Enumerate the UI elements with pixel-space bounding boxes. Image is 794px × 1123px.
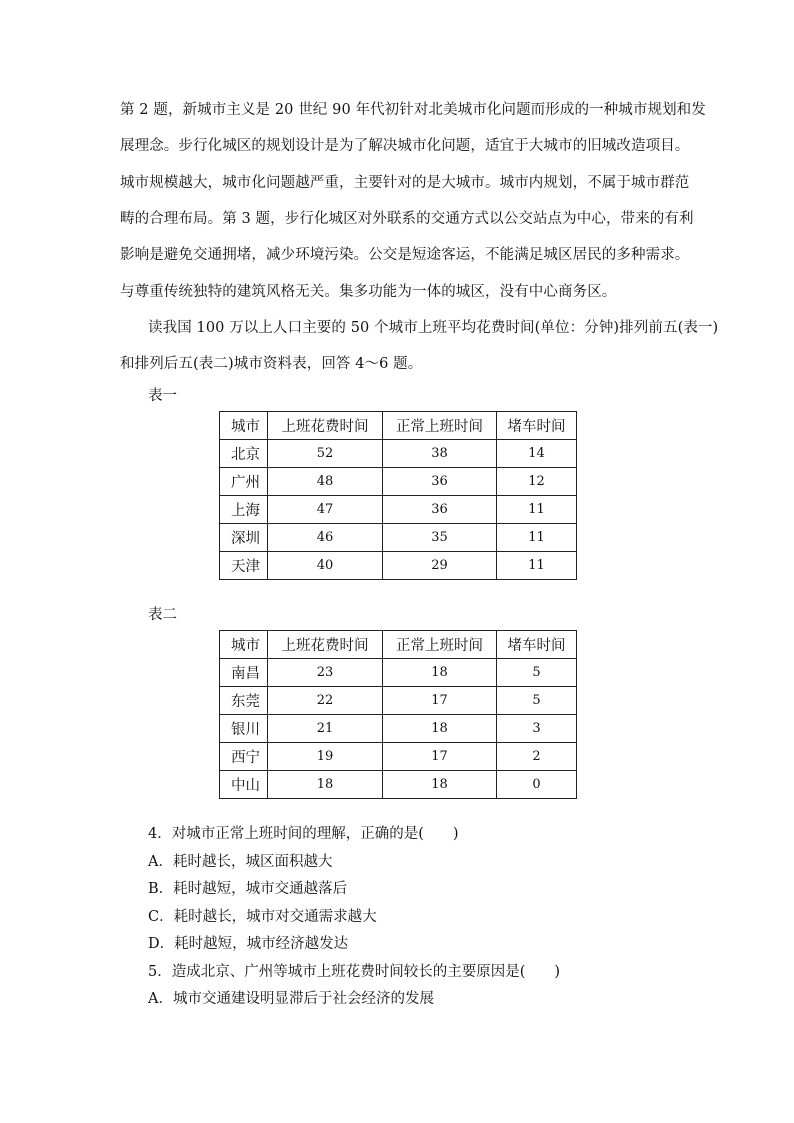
answer-option-b: B．耗时越短，城市交通越落后 — [148, 881, 348, 897]
city-cell: 上海 — [220, 496, 268, 524]
value-cell: 0 — [497, 771, 577, 799]
table-header-row — [220, 412, 577, 440]
value-cell: 19 — [268, 743, 383, 771]
table-row — [220, 659, 577, 687]
city-cell: 东莞 — [220, 687, 268, 715]
value-cell: 5 — [497, 687, 577, 715]
value-cell: 12 — [497, 468, 577, 496]
column-header-city: 城市 — [220, 631, 268, 659]
value-cell: 17 — [383, 687, 497, 715]
paragraph-line: 与尊重传统独特的建筑风格无关。集多功能为一体的城区，没有中心商务区。 — [120, 284, 617, 300]
paragraph-line: 城市规模越大，城市化问题越严重，主要针对的是大城市。城市内规划，不属于城市群范 — [120, 175, 690, 191]
table-row — [220, 440, 577, 468]
answer-option-a: A．城市交通建设明显滞后于社会经济的发展 — [148, 991, 434, 1007]
city-cell: 北京 — [220, 440, 268, 468]
value-cell: 23 — [268, 659, 383, 687]
answer-option-d: D．耗时越短，城市经济越发达 — [148, 936, 349, 952]
table2 — [219, 630, 577, 799]
city-cell: 深圳 — [220, 524, 268, 552]
table-header-row — [220, 631, 577, 659]
value-cell: 18 — [383, 715, 497, 743]
value-cell: 18 — [383, 659, 497, 687]
value-cell: 3 — [497, 715, 577, 743]
table1 — [219, 411, 577, 580]
paragraph-line: 畴的合理布局。第 3 题，步行化城区对外联系的交通方式以公交站点为中心，带来的有利 — [120, 211, 694, 227]
value-cell: 18 — [268, 771, 383, 799]
table-row — [220, 715, 577, 743]
column-header-city: 城市 — [220, 412, 268, 440]
table-row — [220, 496, 577, 524]
value-cell: 2 — [497, 743, 577, 771]
city-cell: 银川 — [220, 715, 268, 743]
value-cell: 35 — [383, 524, 497, 552]
value-cell: 11 — [497, 552, 577, 580]
value-cell: 17 — [383, 743, 497, 771]
paragraph-line: 第 2 题，新城市主义是 20 世纪 90 年代初针对北美城市化问题而形成的一种城市规划和发 — [120, 102, 706, 118]
value-cell: 47 — [268, 496, 383, 524]
value-cell: 52 — [268, 440, 383, 468]
answer-option-c: C．耗时越长，城市对交通需求越大 — [148, 909, 377, 925]
column-header-commute-time: 上班花费时间 — [268, 412, 383, 440]
value-cell: 18 — [383, 771, 497, 799]
table2-caption: 表二 — [148, 607, 177, 623]
question-4-stem: 4．对城市正常上班时间的理解，正确的是( ) — [148, 826, 459, 842]
table-row — [220, 524, 577, 552]
city-cell: 中山 — [220, 771, 268, 799]
value-cell: 21 — [268, 715, 383, 743]
table-row — [220, 771, 577, 799]
column-header-traffic-time: 堵车时间 — [497, 631, 577, 659]
column-header-normal-time: 正常上班时间 — [383, 631, 497, 659]
question-5-stem: 5．造成北京、广州等城市上班花费时间较长的主要原因是( ) — [148, 964, 561, 980]
answer-option-a: A．耗时越长，城区面积越大 — [148, 854, 333, 870]
intro-line: 和排列后五(表二)城市资料表，回答 4～6 题。 — [120, 356, 423, 372]
city-cell: 天津 — [220, 552, 268, 580]
value-cell: 36 — [383, 468, 497, 496]
paragraph-line: 展理念。步行化城区的规划设计是为了解决城市化问题，适宜于大城市的旧城改造项目。 — [120, 138, 690, 154]
value-cell: 38 — [383, 440, 497, 468]
city-cell: 西宁 — [220, 743, 268, 771]
value-cell: 48 — [268, 468, 383, 496]
table1-caption: 表一 — [148, 388, 177, 404]
value-cell: 11 — [497, 524, 577, 552]
column-header-traffic-time: 堵车时间 — [497, 412, 577, 440]
value-cell: 29 — [383, 552, 497, 580]
value-cell: 40 — [268, 552, 383, 580]
column-header-commute-time: 上班花费时间 — [268, 631, 383, 659]
value-cell: 5 — [497, 659, 577, 687]
table-row — [220, 743, 577, 771]
table-row — [220, 552, 577, 580]
city-cell: 广州 — [220, 468, 268, 496]
table-row — [220, 468, 577, 496]
value-cell: 22 — [268, 687, 383, 715]
value-cell: 14 — [497, 440, 577, 468]
value-cell: 11 — [497, 496, 577, 524]
paragraph-line: 影响是避免交通拥堵，减少环境污染。公交是短途客运，不能满足城区居民的多种需求。 — [120, 247, 690, 263]
value-cell: 46 — [268, 524, 383, 552]
value-cell: 36 — [383, 496, 497, 524]
city-cell: 南昌 — [220, 659, 268, 687]
intro-line: 读我国 100 万以上人口主要的 50 个城市上班平均花费时间(单位：分钟)排列前五(表一) — [148, 320, 719, 336]
column-header-normal-time: 正常上班时间 — [383, 412, 497, 440]
table-row — [220, 687, 577, 715]
